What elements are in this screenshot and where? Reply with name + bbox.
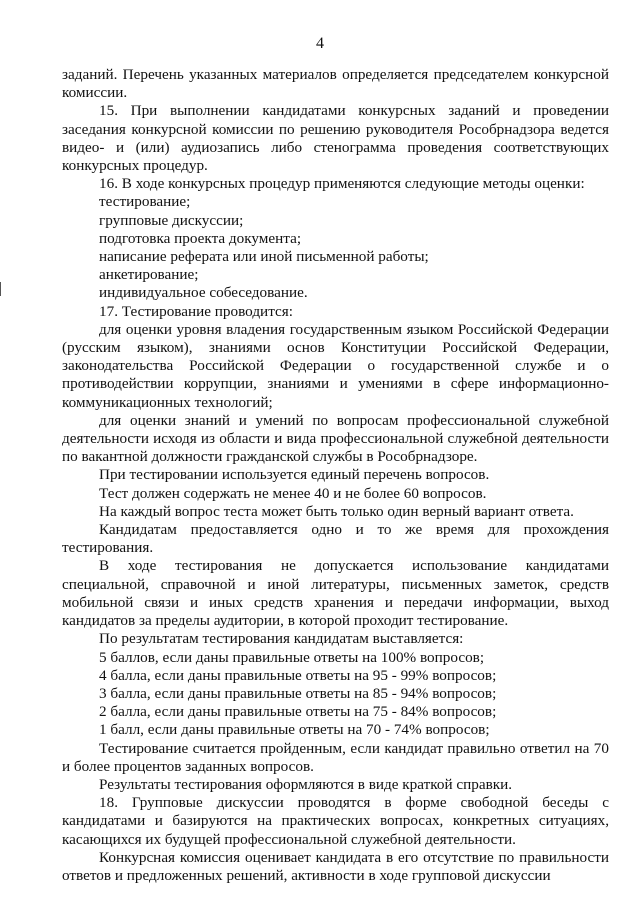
list-item: анкетирование;	[99, 266, 199, 284]
paragraph: Результаты тестирования оформляются в виде краткой справки.	[99, 775, 513, 793]
paragraph: Тест должен содержать не менее 40 и не более 60 вопросов.	[99, 484, 487, 502]
document-body	[62, 66, 609, 885]
paragraph: заданий. Перечень указанных материалов определяется председателем конкурсной комиссии.	[62, 66, 609, 102]
paragraph: При тестировании используется единый перечень вопросов.	[99, 466, 490, 484]
paragraph: Кандидатам предоставляется одно и то же время для прохождения тестирования.	[62, 521, 609, 557]
margin-mark	[0, 282, 1, 296]
paragraph: Тестирование считается пройденным, если кандидат правильно ответил на 70 и более процентов заданных вопросов.	[62, 739, 609, 775]
list-item: подготовка проекта документа;	[99, 229, 302, 247]
list-item: 1 балл, если даны правильные ответы на 70 - 74% вопросов;	[99, 721, 490, 739]
list-item: написание реферата или иной письменной работы;	[99, 248, 429, 266]
list-item: 2 балла, если даны правильные ответы на 75 - 84% вопросов;	[99, 703, 497, 721]
paragraph: Конкурсная комиссия оценивает кандидата в его отсутствие по правильности ответов и предложенных решений, активности в ходе групповой дискуссии	[62, 848, 609, 884]
paragraph: для оценки уровня владения государственным языком Российской Федерации (русским языком), знаниями основ Конституции Российской Федерации, законодательства Российской Федерации о государственной службе и о противодействии коррупции, знаниями и умениями в сфере информационно-коммуникационных технологий;	[62, 320, 609, 411]
list-item: групповые дискуссии;	[99, 211, 244, 229]
list-item: 5 баллов, если даны правильные ответы на 100% вопросов;	[99, 648, 485, 666]
paragraph: для оценки знаний и умений по вопросам профессиональной служебной деятельности исходя из области и вида профессиональной служебной деятельности по вакантной должности гражданской службы в Рособрнадзоре.	[62, 411, 609, 466]
paragraph: 17. Тестирование проводится:	[99, 302, 293, 320]
paragraph: По результатам тестирования кандидатам выставляется:	[99, 630, 464, 648]
list-item: тестирование;	[99, 193, 191, 211]
paragraph: 18. Групповые дискуссии проводятся в форме свободной беседы с кандидатами и базируются на практических вопросах, конкретных ситуациях, касающихся их будущей профессиональной служебной деятельности.	[62, 794, 609, 848]
list-item: индивидуальное собеседование.	[99, 284, 308, 302]
paragraph: 15. При выполнении кандидатами конкурсных заданий и проведении заседания конкурсной комиссии по решению руководителя Рособрнадзора ведется видео- и (или) аудиозапись либо стенограмма проведения соответствующих конкурсных процедур.	[62, 102, 609, 175]
page-number: 4	[316, 35, 324, 52]
paragraph: 16. В ходе конкурсных процедур применяются следующие методы оценки:	[99, 175, 585, 193]
list-item: 4 балла, если даны правильные ответы на 95 - 99% вопросов;	[99, 666, 497, 684]
paragraph: На каждый вопрос теста может быть только один верный вариант ответа.	[99, 502, 574, 520]
list-item: 3 балла, если даны правильные ответы на 85 - 94% вопросов;	[99, 684, 497, 702]
paragraph: В ходе тестирования не допускается использование кандидатами специальной, справочной и иной литературы, письменных заметок, средств мобильной связи и иных средств хранения и передачи информации, выход кандидатов за пределы аудитории, в которой проходит тестирование.	[62, 557, 609, 630]
